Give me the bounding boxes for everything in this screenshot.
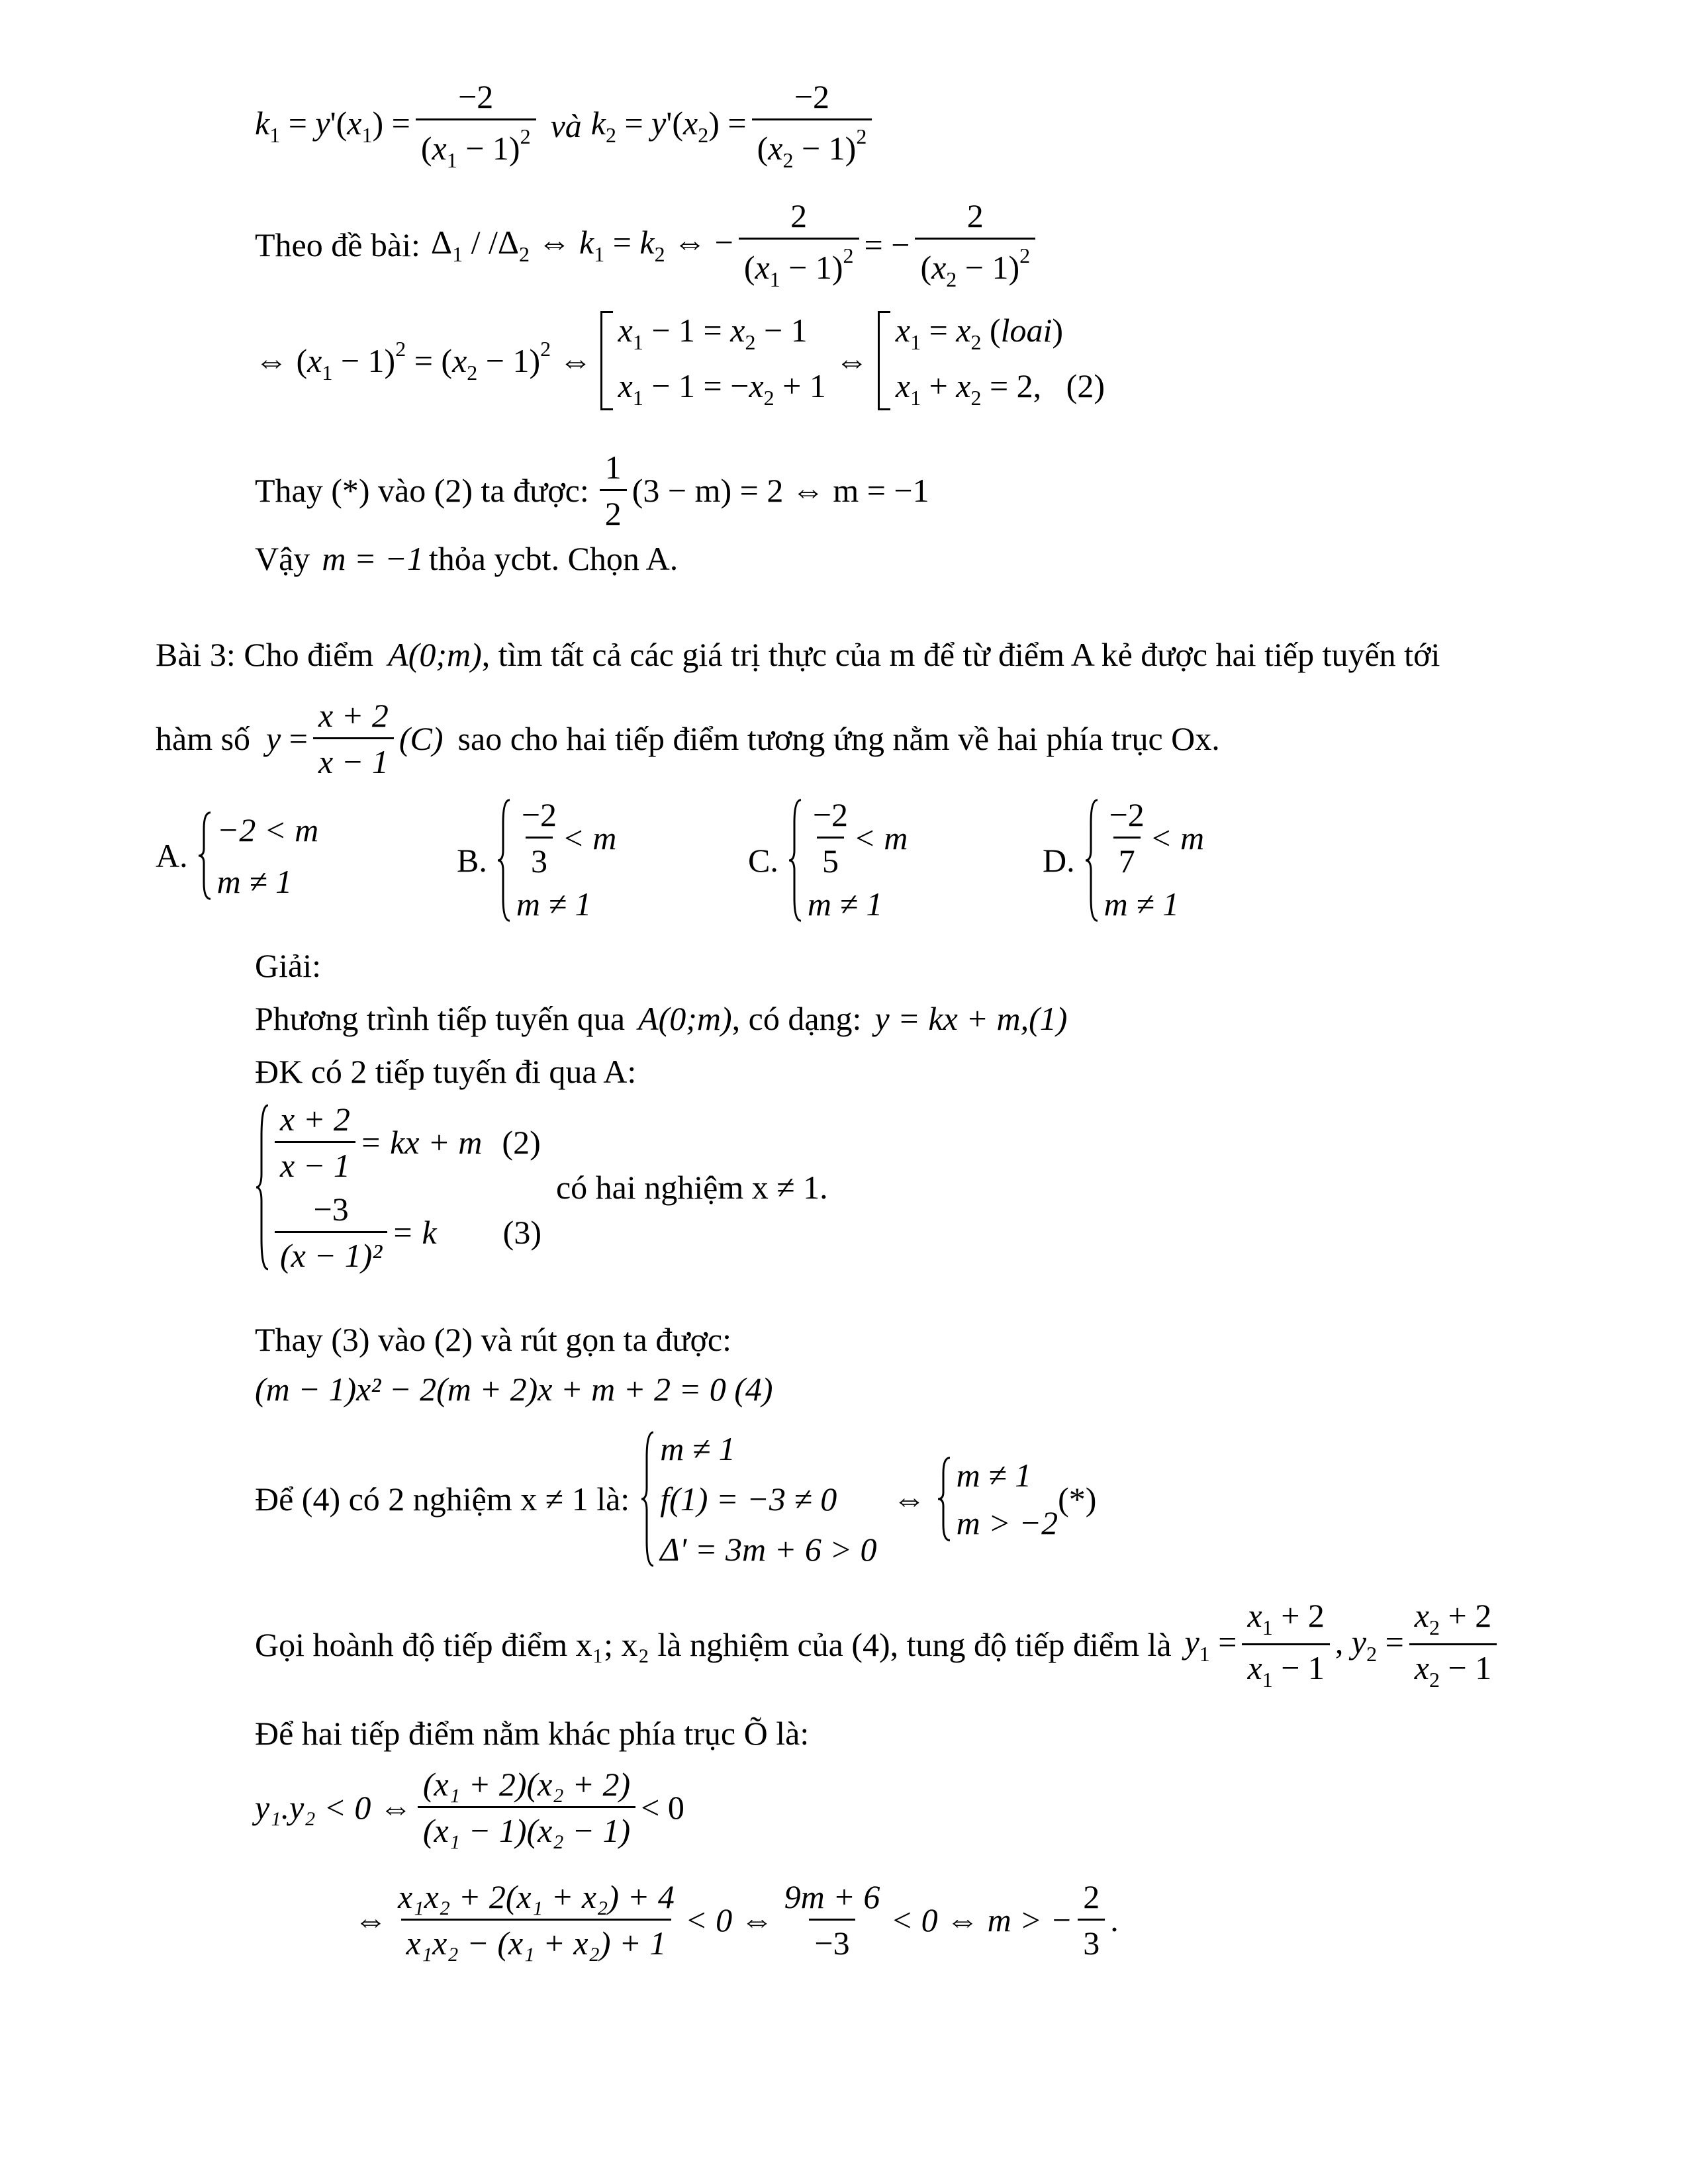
s5-r2: m > −2 — [956, 1504, 1058, 1541]
option-a-label: A. — [156, 837, 188, 874]
option-d-bottom: m ≠ 1 — [1103, 886, 1180, 923]
option-d[interactable] — [1043, 797, 1204, 923]
option-a-bottom: m ≠ 1 — [216, 863, 293, 900]
option-b-rel: < m — [562, 819, 617, 856]
sys-tag1: (2) — [502, 1124, 541, 1161]
half-num: 1 — [604, 449, 622, 486]
vay-text: Vậy — [255, 540, 310, 577]
bai3-label: Bài 3: Cho điểm — [156, 636, 374, 673]
conj-and: và — [550, 107, 582, 144]
option-b-num: −2 — [521, 796, 557, 833]
bai3-point: A(0;m) — [388, 636, 482, 673]
option-d-num: −2 — [1109, 796, 1145, 833]
formula-k1-k2: $k_1 = y'(x_1)$ = $\frac{-2}{(x_1 - 1)^2}$ và $k_2 = y'(x_2)$ = $\frac{-2}{(x_2 - 1)^2}$ — [255, 79, 877, 171]
s5-text: Để (4) có 2 nghiệm x ≠ 1 là: — [255, 1480, 630, 1518]
theo-de-bai-text: Theo đề bài: — [255, 226, 420, 263]
s8-den: (x₁ − 1)(x₂ − 1) — [418, 1806, 635, 1848]
s1-point: A(0;m) — [638, 1000, 732, 1037]
solution-product-sign — [255, 1767, 684, 1848]
problem-3-line2: hàm số y = $\frac{x + 2}{x - 1}$ (C) sao cho hai tiếp điểm tương ứng nằm về hai phía trục Ox. — [156, 697, 1220, 780]
sys-tag2: (3) — [502, 1214, 541, 1251]
s9-num: x₁x₂ + 2(x₁ + x₂) + 4 — [398, 1878, 675, 1915]
option-c-num: −2 — [812, 796, 849, 833]
option-d-label: D. — [1043, 842, 1075, 879]
solution-final: ⇔ $\frac{\text{x₁x₂ + 2(x₁ + x₂) + 4}}{\text{x₁x₂ − (x₁ + x₂) + 1}}$ < 0 ⇔ $\frac{9m + 6}{-3}$ < 0 ⇔ m > − $\frac{2}{3}$ . — [354, 1878, 1119, 1962]
option-c-rel: < m — [853, 819, 908, 856]
conclusion-suffix: thỏa ycbt. Chọn A. — [428, 540, 679, 577]
solution-substitute: Thay (3) vào (2) và rút gọn ta được: — [255, 1321, 731, 1358]
func-num: x + 2 — [318, 697, 389, 734]
option-a-top: −2 < m — [216, 811, 319, 848]
bai3-text3: sao cho hai tiếp điểm tương ứng nằm về hai phía trục Ox. — [457, 720, 1220, 757]
conclusion-line — [255, 539, 678, 578]
loai-text: loai — [1000, 312, 1053, 349]
solution-tangent-form — [255, 999, 1067, 1038]
sys-rhs2: = k — [391, 1214, 437, 1251]
option-b-bottom: m ≠ 1 — [516, 886, 592, 923]
func-den: x − 1 — [313, 737, 394, 780]
s8-num: (x₁ + 2)(x₂ + 2) — [422, 1766, 631, 1803]
formula-substitute — [255, 450, 929, 531]
sys-rhs1: = kx + m — [359, 1124, 483, 1161]
s9-num2: 9m + 6 — [784, 1878, 880, 1915]
option-c-label: C. — [748, 842, 778, 879]
option-b[interactable] — [457, 797, 616, 923]
tag-2: (2) — [1066, 367, 1105, 404]
s5-tag: (*) — [1058, 1480, 1097, 1518]
quadratic-eq: (m − 1)x² − 2(m + 2)x + m + 2 = 0 (4) — [255, 1371, 773, 1408]
s9-mid: < 0 ⇔ — [684, 1901, 774, 1938]
sys-den1: x − 1 — [275, 1141, 355, 1183]
s9-den3: 3 — [1078, 1919, 1105, 1961]
curve-label: (C) — [399, 720, 444, 757]
s1-text2: , có dạng: — [731, 1000, 862, 1037]
option-b-den: 3 — [526, 837, 553, 879]
conclusion-expr: m = −1 — [322, 540, 424, 577]
option-d-rel: < m — [1149, 819, 1205, 856]
substitute-rest: (3 − m) = 2 ⇔ m = −1 — [632, 472, 929, 509]
option-c[interactable] — [748, 797, 908, 923]
option-b-label: B. — [457, 842, 487, 879]
s5-c3: Δ' = 3m + 6 > 0 — [660, 1531, 877, 1568]
sys-note: có hai nghiệm x ≠ 1. — [555, 1169, 828, 1206]
solution-heading: Giải: — [255, 947, 321, 984]
sys-den2: (x − 1)² — [275, 1231, 387, 1273]
s8-lhs: y₁.y₂ < 0 ⇔ — [255, 1789, 412, 1826]
formula-square-equivalence: ⇔ $(x_1 - 1)^2 = (x_2 - 1)^2$ ⇔ $x_1 - 1 = x_2 - 1$ $x_1 - 1 = -x_2 + 1$ ⇔ $x_1 = x_2$ (loai) $x_1 + x_2 = 2$, (2) — [255, 312, 1105, 410]
sys-num2: −3 — [313, 1191, 349, 1228]
solution-two-roots: Để (4) có 2 nghiệm x ≠ 1 là: m ≠ 1 f(1) = −3 ≠ 0 Δ' = 3m + 6 > 0 ⇔ m ≠ 1 m > −2 (*) — [255, 1430, 1097, 1568]
s1-eq: y = kx + m,(1) — [874, 1000, 1068, 1037]
s9-den2: −3 — [809, 1919, 855, 1961]
thay-text: Thay (*) vào (2) ta được: — [255, 472, 589, 509]
solution-condition: ĐK có 2 tiếp tuyến đi qua A: — [255, 1053, 637, 1090]
s9-mid2: < 0 ⇔ m > − — [890, 1901, 1073, 1938]
solution-system — [255, 1102, 828, 1273]
option-a[interactable] — [156, 811, 318, 901]
half-den: 2 — [600, 489, 627, 531]
problem-3-line1 — [156, 635, 1440, 674]
sys-num1: x + 2 — [280, 1101, 350, 1138]
option-d-den: 7 — [1113, 837, 1141, 879]
formula-parallel-condition: Theo đề bài: $\Delta_1 / /\Delta_2$ ⇔ $k_1 = k_2$ ⇔ − $\frac{2}{(x_1 - 1)^2}$ = − $\frac{2}{(x_2 - 1)^2}$ — [255, 199, 1041, 291]
s5-c1: m ≠ 1 — [660, 1430, 735, 1467]
solution-quadratic — [255, 1370, 773, 1408]
solution-opposite-sides: Để hai tiếp điểm nằm khác phía trục Õ là: — [255, 1715, 810, 1752]
s6-text: Gọi hoành độ tiếp điểm x₁; x₂ là nghiệm của (4), tung độ tiếp điểm là — [255, 1626, 1172, 1664]
bai3-text1: , tìm tất cả các giá trị thực của m để từ điểm A kẻ được hai tiếp tuyến tới — [481, 636, 1440, 673]
bai3-text2: hàm số — [156, 720, 251, 757]
s9-num3: 2 — [1083, 1878, 1100, 1915]
s9-den: x₁x₂ − (x₁ + x₂) + 1 — [401, 1919, 672, 1961]
s5-r1: m ≠ 1 — [956, 1457, 1032, 1494]
s1-text: Phương trình tiếp tuyến qua — [255, 1000, 626, 1037]
option-c-bottom: m ≠ 1 — [807, 886, 883, 923]
s8-rhs: < 0 — [641, 1789, 684, 1826]
solution-tangent-points: Gọi hoành độ tiếp điểm x₁; x₂ là nghiệm của (4), tung độ tiếp điểm là $y_1$ = $\frac{x_1 + 2}{x_1 - 1}$ , $y_2$ = $\frac{x_2 + 2}{x_2 - 1}$ — [255, 1598, 1502, 1691]
option-c-den: 5 — [817, 837, 844, 879]
s5-c2: f(1) = −3 ≠ 0 — [660, 1480, 837, 1518]
